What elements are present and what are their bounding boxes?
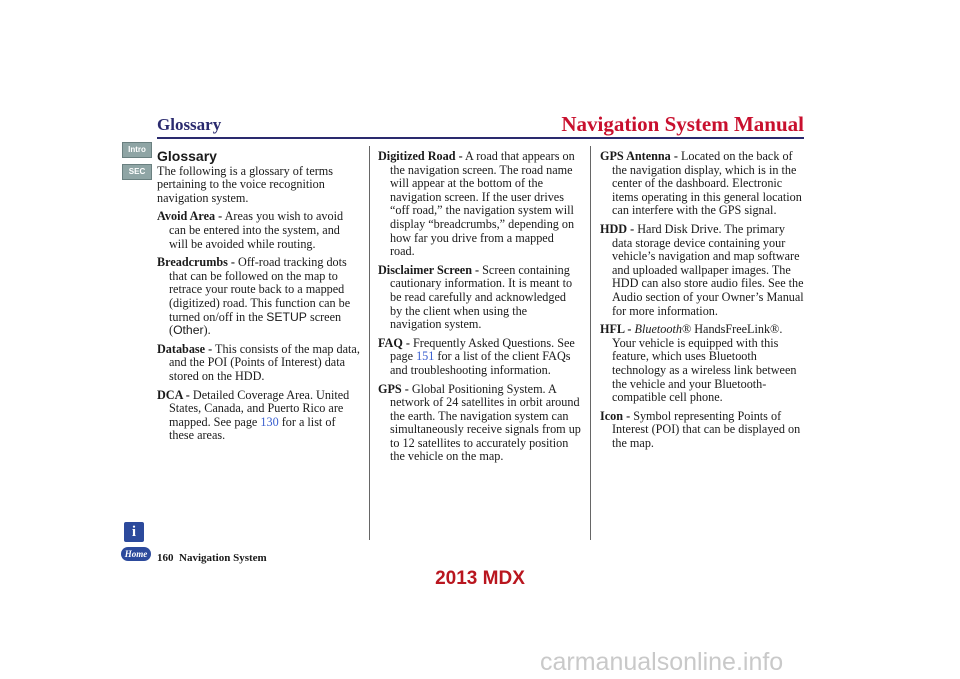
term-label: HFL - xyxy=(600,322,632,337)
term-definition: Global Positioning System. A network of 24 satellites in orbit around the earth. The navigation system can simultaneously receive signals from up to 12 satellites to accurately position the vehicle on the map. xyxy=(390,381,581,464)
term-label: Breadcrumbs - xyxy=(157,255,235,270)
term-definition-cont: screen ( xyxy=(169,309,342,338)
info-icon[interactable]: i xyxy=(124,522,144,542)
term-definition: Symbol representing Points of Interest (POI) that can be displayed on the map. xyxy=(612,408,801,450)
bluetooth-term: Bluetooth xyxy=(634,322,682,337)
entry-icon xyxy=(600,410,804,451)
page-link-130[interactable]: 130 xyxy=(260,414,279,429)
entry-breadcrumbs xyxy=(157,256,360,338)
term-definition: ® HandsFreeLink®. Your vehicle is equipped with this feature, which uses Bluetooth technology as a wireless link between the vehicle and your Bluetooth-compatible cell phone. xyxy=(612,322,797,405)
term-label: Database - xyxy=(157,341,213,356)
other-label: Other xyxy=(173,323,204,338)
term-label: HDD - xyxy=(600,221,635,236)
column-1 xyxy=(157,150,360,448)
term-label: FAQ - xyxy=(378,335,410,350)
term-definition: Off-road tracking dots that can be followed on the map to retrace your route back to a mapped (digitized) road. This function can be turned on/off in the xyxy=(169,255,351,324)
entry-gps-antenna xyxy=(600,150,804,218)
term-label: Avoid Area - xyxy=(157,209,223,224)
term-definition: Hard Disk Drive. The primary data storage device containing your vehicle’s navigation and map software and uploaded wallpaper images. The HDD can also store audio files. See the Audio section of your Owner’s Manual for more information. xyxy=(612,221,804,318)
page-footer xyxy=(157,552,267,564)
entry-hfl xyxy=(600,323,804,405)
column-3 xyxy=(600,150,804,455)
page-number: 160 xyxy=(157,552,174,564)
term-definition: Detailed Coverage Area. United States, Canada, and Puerto Rico are mapped. See page xyxy=(169,387,350,429)
term-label: DCA - xyxy=(157,387,190,402)
term-label: GPS Antenna - xyxy=(600,149,678,163)
entry-digitized-road xyxy=(378,150,581,259)
term-definition: Located on the back of the navigation display, which is in the center of the dashboard. Electronic items operating in this general location can interfere with the GPS signal. xyxy=(612,149,802,218)
entry-gps xyxy=(378,383,581,465)
term-label: Icon - xyxy=(600,408,631,423)
entry-database xyxy=(157,343,360,384)
sec-button[interactable]: SEC xyxy=(122,164,152,180)
term-definition: This consists of the map data, and the POI (Points of Interest) data stored on the HDD. xyxy=(169,341,360,383)
intro-button[interactable]: Intro xyxy=(122,142,152,158)
setup-label: SETUP xyxy=(266,309,307,324)
term-definition: Screen containing cautionary information. It is meant to be read carefully and acknowledged by the client when using the navigation system. xyxy=(390,262,573,332)
column-divider-1 xyxy=(369,146,370,540)
term-definition: Frequently Asked Questions. See page xyxy=(390,335,575,364)
glossary-intro: The following is a glossary of terms pertaining to the voice recognition navigation system. xyxy=(157,163,334,205)
entry-faq xyxy=(378,337,581,378)
model-watermark: 2013 MDX xyxy=(435,568,525,589)
term-definition: A road that appears on the navigation screen. The road name will appear at the bottom of the navigation screen. If the user drives “off road,” the navigation system will display “breadcrumbs,” depending on how far you drive from a mapped road. xyxy=(390,149,575,259)
glossary-heading: Glossary xyxy=(157,148,217,164)
entry-dca xyxy=(157,389,360,443)
section-title: Glossary xyxy=(157,115,222,134)
term-definition-end: ). xyxy=(203,323,211,338)
page-label: Navigation System xyxy=(179,552,267,564)
site-watermark: carmanualsonline.info xyxy=(540,648,784,676)
term-definition-cont: for a list of these areas. xyxy=(169,414,336,443)
entry-avoid-area xyxy=(157,210,360,251)
header-rule xyxy=(157,137,804,139)
term-definition: Areas you wish to avoid can be entered into the system, and will be avoided while routing. xyxy=(169,209,344,251)
column-divider-2 xyxy=(590,146,591,540)
page-link-151[interactable]: 151 xyxy=(416,349,435,364)
manual-title: Navigation System Manual xyxy=(561,112,804,136)
entry-hdd xyxy=(600,223,804,318)
term-definition-cont: for a list of the client FAQs and troubleshooting information. xyxy=(390,349,571,377)
entry-disclaimer-screen xyxy=(378,264,581,332)
term-label: Disclaimer Screen - xyxy=(378,262,480,277)
term-label: GPS - xyxy=(378,381,409,396)
term-label: Digitized Road - xyxy=(378,149,463,163)
home-icon[interactable]: Home xyxy=(121,547,151,561)
column-2 xyxy=(378,150,581,469)
